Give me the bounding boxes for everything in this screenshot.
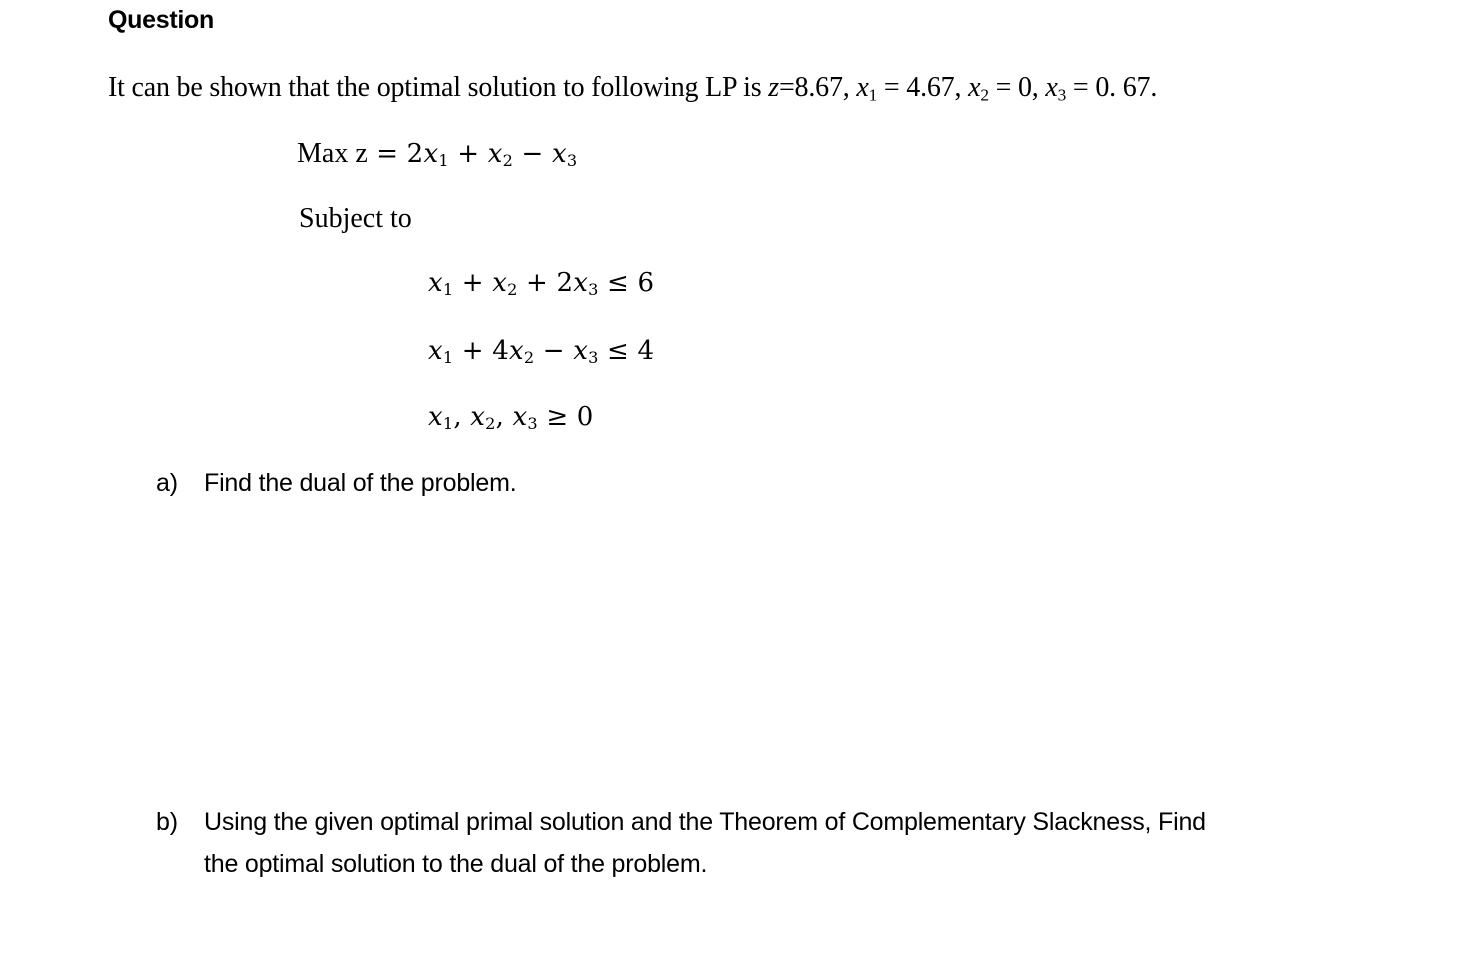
nonnegativity-constraint: $x_1$, $x_2$, $x_3 \ge 0$ [428, 402, 594, 434]
x2-variable: x [968, 72, 981, 103]
objective-label: Max z [297, 138, 368, 169]
subject-to-label: Subject to [299, 203, 412, 234]
constraint-1: $x_1 + x_2 + 2x_3 \le 6$ [428, 268, 655, 300]
intro-sentence [108, 72, 1157, 104]
x1-variable: x [856, 72, 869, 103]
z-variable: z [768, 72, 779, 103]
x3-value: = 0. 67. [1066, 72, 1158, 103]
part-b-label: b) [156, 808, 178, 836]
objective-expression: = $2x_1 + x_2 - x_3$ [367, 139, 578, 171]
z-value: =8.67, [778, 72, 857, 103]
x3-variable: x [1045, 72, 1058, 103]
x2-value: = 0, [988, 72, 1046, 103]
x1-subscript: 1 [868, 85, 878, 105]
x3-subscript: 3 [1057, 85, 1067, 105]
x1-value: = 4.67, [877, 72, 969, 103]
part-a-text: Find the dual of the problem. [204, 469, 517, 497]
part-a-label: a) [156, 469, 178, 497]
intro-lead: It can be shown that the optimal solution to following LP is [108, 72, 769, 103]
part-b-text-line-1: Using the given optimal primal solution and the Theorem of Complementary Slackness, Find [204, 808, 1206, 836]
x2-subscript: 2 [980, 85, 989, 105]
constraint-2: $x_1 + 4x_2 - x_3 \le 4$ [428, 336, 655, 368]
objective-function [297, 138, 577, 170]
part-b-text-line-2: the optimal solution to the dual of the problem. [204, 850, 708, 878]
question-heading: Question [108, 6, 214, 34]
